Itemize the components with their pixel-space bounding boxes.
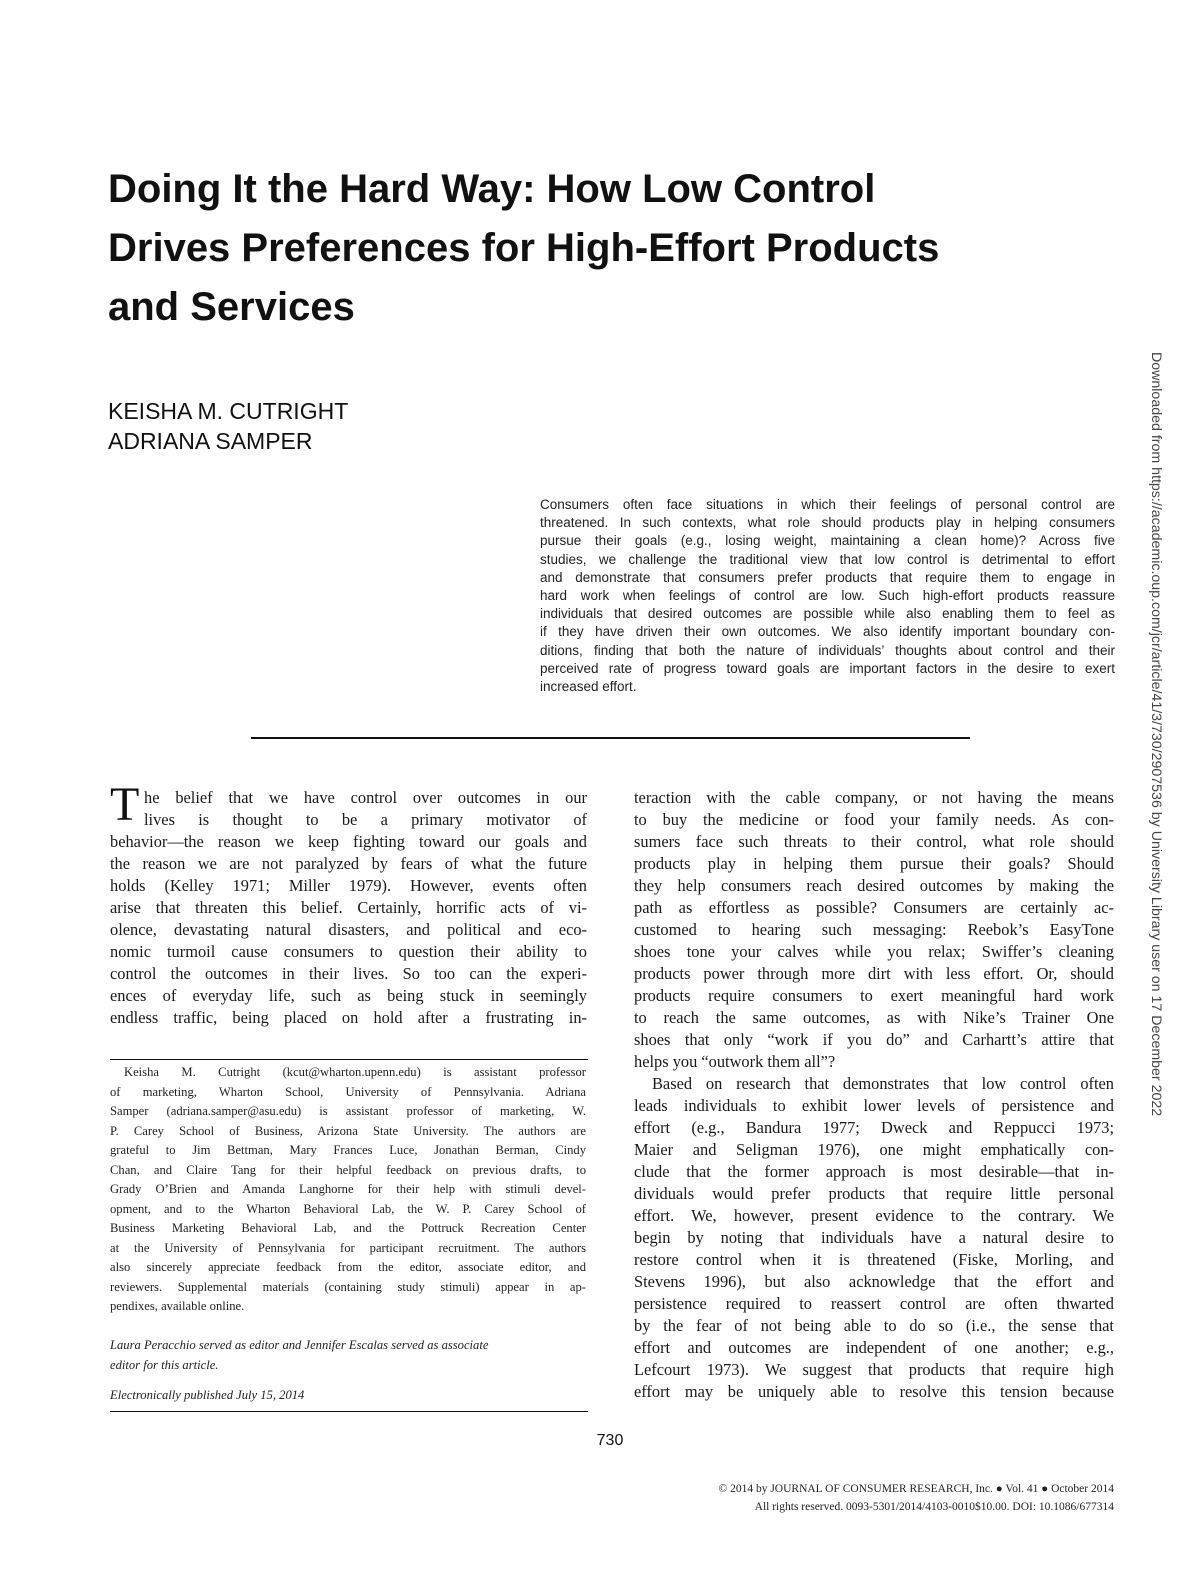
title-line: and Services [108,285,355,329]
abstract-line: Consumers often face situations in which their feelings of personal control are [540,497,1115,512]
editor-note-line: Laura Peracchio served as editor and Jennifer Escalas served as associate [110,1338,489,1352]
published-note-text: Electronically published July 15, 2014 [110,1388,305,1402]
footnote-line: Business Marketing Behavioral Lab, and the Pottruck Recreation Center [110,1221,586,1235]
body-line: they help consumers reach desired outcomes by making the [634,876,1114,895]
body-line: effort. We, however, present evidence to the contrary. We [634,1206,1114,1225]
abstract-divider [251,737,970,739]
body-line: effort may be uniquely able to resolve this tension because [634,1382,1114,1401]
body-line: leads individuals to exhibit lower levels of persistence and [634,1096,1114,1115]
article-title [108,160,1108,337]
drop-cap: T [110,778,140,831]
body-line: products power through more dirt with less effort. Or, should [634,964,1114,983]
body-line: endless traffic, being placed on hold after a frustrating in- [110,1008,587,1027]
footnote-line: opment, and to the Wharton Behavioral Lab, the W. P. Carey School of [110,1201,586,1216]
title-line: Doing It the Hard Way: How Low Control [108,167,876,211]
editor-note-line: editor for this article. [110,1357,219,1372]
copyright-line: © 2014 by JOURNAL OF CONSUMER RESEARCH, Inc. ● Vol. 41 ● October 2014 [718,1483,1114,1495]
body-line: lives is thought to be a primary motivator of [144,810,587,829]
author-list [108,396,348,456]
footnote-line: Samper (adriana.samper@asu.edu) is assistant professor of marketing, W. [110,1104,586,1118]
footnote-line: pendixes, available online. [110,1299,245,1313]
body-column-right [634,787,1114,1403]
abstract-line: increased effort. [540,679,637,695]
footnote-line: Keisha M. Cutright (kcut@wharton.upenn.edu) is assistant professor [124,1065,586,1079]
published-note [110,1386,586,1406]
abstract-line: ditions, finding that both the nature of individuals’ thoughts about control and their [540,642,1115,658]
body-line: by the fear of not being able to do so (i.e., the sense that [634,1316,1114,1335]
body-line: Lefcourt 1973). We suggest that products that require high [634,1360,1114,1379]
footnote-bottom-divider [110,1411,588,1412]
author-footnote [110,1063,586,1317]
abstract [540,496,1115,696]
body-line: behavior—the reason we keep fighting toward our goals and [110,832,587,851]
body-line: customed to hearing such messaging: Reebok’s EasyTone [634,920,1114,939]
abstract-line: pursue their goals (e.g., losing weight, maintaining a clean home)? Across five [540,533,1115,549]
body-line: nomic turmoil cause consumers to question their ability to [110,942,587,961]
body-line: olence, devastating natural disasters, and political and eco- [110,920,587,939]
body-line: restore control when it is threatened (Fiske, Morling, and [634,1250,1114,1269]
body-line: to buy the medicine or food your family needs. As con- [634,810,1114,829]
author-name: KEISHA M. CUTRIGHT [108,398,349,424]
footnote-line: Chan, and Claire Tang for their helpful feedback on previous drafts, to [110,1162,586,1177]
body-line: Maier and Seligman 1976), one might emphatically con- [634,1140,1114,1159]
body-line: helps you “outwork them all”? [634,1052,836,1071]
footnote-line: Grady O’Brien and Amanda Langhorne for their help with stimuli devel- [110,1182,586,1196]
body-line: ences of everyday life, such as being stuck in seemingly [110,986,587,1005]
download-watermark [1142,352,1172,1222]
body-line: to reach the same outcomes, as with Nike’s Trainer One [634,1008,1114,1027]
body-line: shoes tone your calves while you relax; Swiffer’s cleaning [634,942,1114,961]
body-line: arise that threaten this belief. Certainly, horrific acts of vi- [110,898,587,917]
body-line: control the outcomes in their lives. So too can the experi- [110,964,587,983]
page-number: 730 [596,1432,624,1449]
footnote-line: grateful to Jim Bettman, Mary Frances Luce, Jonathan Berman, Cindy [110,1143,586,1157]
body-line: clude that the former approach is most desirable—that in- [634,1162,1114,1181]
download-watermark-text: Downloaded from https://academic.oup.com/jcr/article/41/3/730/2907536 by University Library user on 17 December 2022 [1148,352,1164,1117]
body-line: products play in helping them pursue their goals? Should [634,854,1114,873]
body-column-left [110,787,587,1029]
author-name: ADRIANA SAMPER [108,428,313,454]
body-line: effort and outcomes are independent of one another; e.g., [634,1338,1114,1357]
abstract-line: threatened. In such contexts, what role should products play in helping consumers [540,515,1115,531]
footnote-line: at the University of Pennsylvania for participant recruitment. The authors [110,1240,586,1255]
body-line: teraction with the cable company, or not having the means [634,788,1114,807]
body-line: he belief that we have control over outcomes in our [144,788,587,807]
copyright-notice [718,1480,1114,1516]
abstract-line: individuals that desired outcomes are possible while also enabling them to feel as [540,606,1115,622]
editor-note [110,1336,586,1375]
abstract-line: hard work when feelings of control are low. Such high-effort products reassure [540,588,1115,604]
abstract-line: and demonstrate that consumers prefer products that require them to engage in [540,569,1115,585]
copyright-line: All rights reserved. 0093-5301/2014/4103-0010$10.00. DOI: 10.1086/677314 [754,1501,1114,1513]
body-line: Based on research that demonstrates that low control often [652,1074,1114,1093]
body-line: dividuals would prefer products that require little personal [634,1184,1114,1203]
title-line: Drives Preferences for High-Effort Products [108,226,940,270]
body-line: persistence required to reassert control are often thwarted [634,1294,1114,1313]
body-line: path as effortless as possible? Consumers are certainly ac- [634,898,1114,917]
body-line: the reason we are not paralyzed by fears of what the future [110,854,587,873]
body-line: products require consumers to exert meaningful hard work [634,986,1114,1005]
footnote-line: P. Carey School of Business, Arizona State University. The authors are [110,1123,586,1138]
body-line: holds (Kelley 1971; Miller 1979). However, events often [110,876,587,895]
body-line: Stevens 1996), but also acknowledge that the effort and [634,1272,1114,1291]
footnote-line: reviewers. Supplemental materials (containing study stimuli) appear in ap- [110,1279,586,1294]
footnote-divider [110,1059,588,1060]
body-line: sumers face such threats to their control, what role should [634,832,1114,851]
footnote-line: of marketing, Wharton School, University of Pennsylvania. Adriana [110,1084,586,1099]
abstract-line: studies, we challenge the traditional view that low control is detrimental to effort [540,551,1115,567]
footnote-line: also sincerely appreciate feedback from the editor, associate editor, and [110,1260,586,1274]
body-line: begin by noting that individuals have a natural desire to [634,1228,1114,1247]
abstract-line: if they have driven their own outcomes. We also identify important boundary con- [540,624,1115,640]
abstract-line: perceived rate of progress toward goals are important factors in the desire to exert [540,660,1115,676]
body-line: shoes that only “work if you do” and Carhartt’s attire that [634,1030,1114,1049]
body-line: effort (e.g., Bandura 1977; Dweck and Reppucci 1973; [634,1118,1114,1137]
